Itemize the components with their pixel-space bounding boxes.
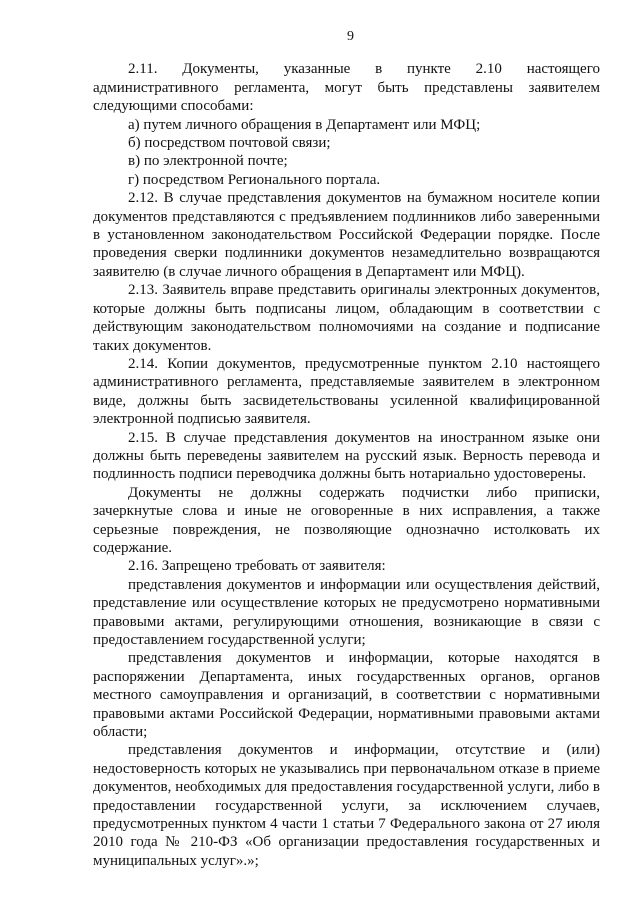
paragraph-prohibition-3: представления документов и информации, отсутствие и (или) недостоверность которых не указывались при первоначальном отказе в приеме документов, необходимых для предоставления государственной услуги, либо в предоставлении государственной услуги, за исключением случаев, предусмотренных пунктом 4 части 1 статьи 7 Федерального закона от 27 июля 2010 года № 210-ФЗ «Об организации предоставления государственных и муниципальных услуг».»; bbox=[93, 742, 600, 869]
list-item-g: г) посредством Регионального портала. bbox=[128, 171, 381, 188]
page-number: 9 bbox=[347, 29, 354, 44]
paragraph-2-12: 2.12. В случае представления документов на бумажном носителе копии документов представляются с предъявлением подлинников либо заверенными в установленном законодательством Российской Федерации порядке. После проведения сверки подлинники документов незамедлительно возвращаются заявителю (в случае личного обращения в Департамент или МФЦ). bbox=[93, 190, 600, 280]
paragraph-2-11: 2.11. Документы, указанные в пункте 2.10 настоящего административного регламента, могут быть представлены заявителем следующими способами: bbox=[93, 61, 600, 115]
paragraph-prohibition-1: представления документов и информации или осуществления действий, представление или осуществление которых не предусмотрено нормативными правовыми актами, регулирующими отношения, возникающие в связи с предоставлением государственной услуги; bbox=[93, 576, 600, 648]
paragraph-2-14: 2.14. Копии документов, предусмотренные пунктом 2.10 настоящего административного регламента, представляемые заявителем в электронном виде, должны быть засвидетельствованы усиленной квалифицированной электронной подписью заявителя. bbox=[93, 355, 600, 428]
list-item-v: в) по электронной почте; bbox=[128, 153, 288, 170]
paragraph-2-13: 2.13. Заявитель вправе представить оригиналы электронных документов, которые должны быть подписаны лицом, обладающим в соответствии с действующим законодательством полномочиями на создание и подписание таких документов. bbox=[93, 282, 600, 354]
paragraph-2-15: 2.15. В случае представления документов на иностранном языке они должны быть переведены заявителем на русский язык. Верность перевода и подлинность подписи переводчика должны быть нотариально удостоверены. bbox=[93, 429, 600, 483]
list-item-b: б) посредством почтовой связи; bbox=[128, 135, 331, 152]
paragraph-2-16: 2.16. Запрещено требовать от заявителя: bbox=[128, 558, 386, 575]
paragraph-prohibition-2: представления документов и информации, которые находятся в распоряжении Департамента, иных государственных органов, органов местного самоуправления и организаций, в соответствии с нормативными правовыми актами Российской Федерации, нормативными правовыми актами области; bbox=[93, 650, 600, 741]
list-item-a: а) путем личного обращения в Департамент или МФЦ; bbox=[128, 116, 481, 133]
paragraph-documents-condition: Документы не должны содержать подчистки либо приписки, зачеркнутые слова и иные не оговоренные в них исправления, а также серьезные повреждения, не позволяющие однозначно истолковать их содержание. bbox=[93, 484, 600, 556]
